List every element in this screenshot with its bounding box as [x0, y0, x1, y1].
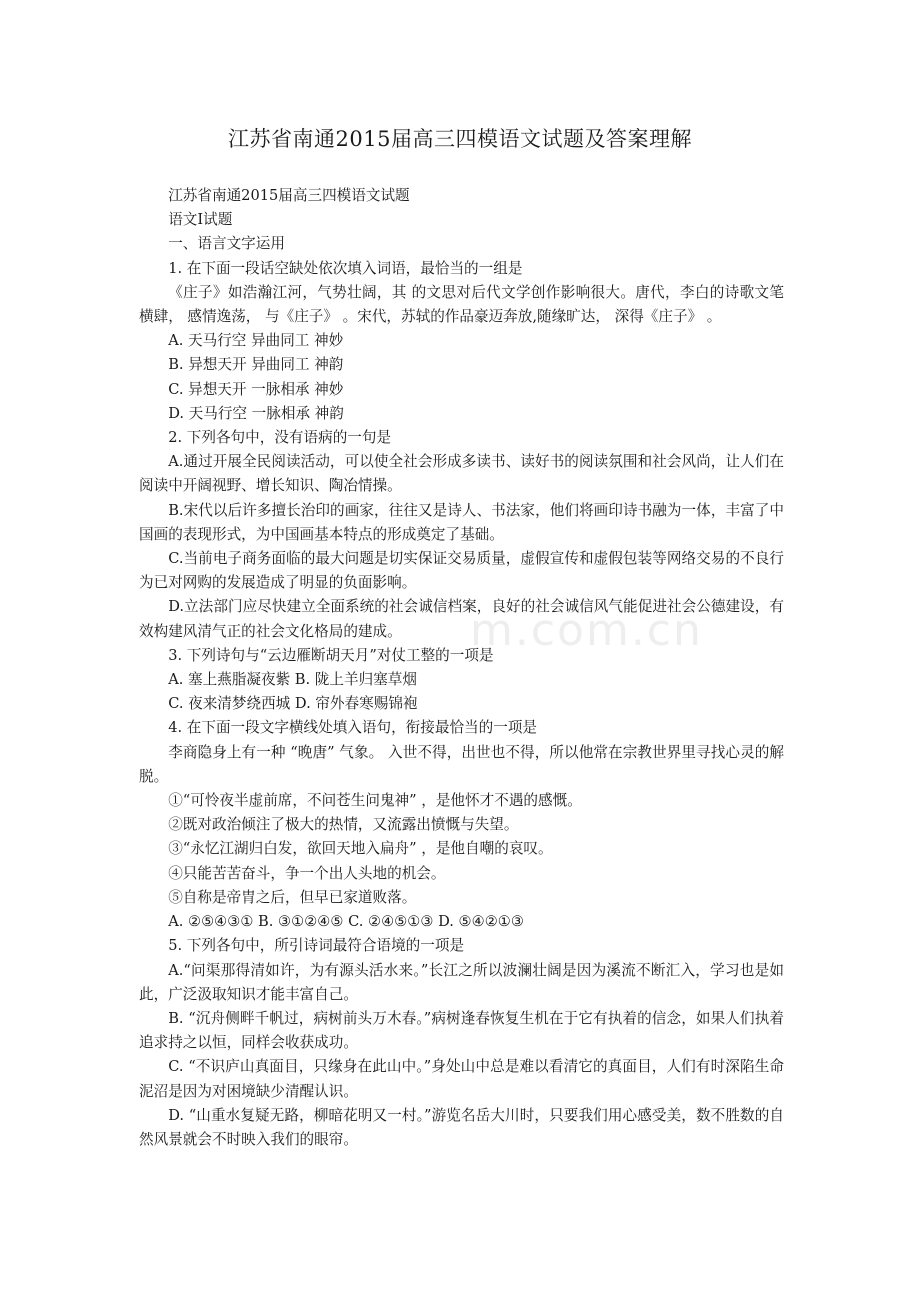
question-5-option-b: B. “沉舟侧畔千帆过，病树前头万木春。”病树逢春恢复生机在于它有执着的信念，如果人们执着追求持之以恒，同样会收获成功。 — [139, 1009, 784, 1052]
question-1-passage: 《庄子》如浩瀚江河，气势壮阔，其 的文思对后代文学创作影响很大。唐代，李白的诗歌文笔横肆， 感情逸荡， 与《庄子》 。宋代，苏轼的作品豪迈奔放,随缘旷达， 深得《庄子》 。 — [139, 283, 784, 326]
question-5-option-d: D. “山重水复疑无路，柳暗花明又一村。”游览名岳大川时，只要我们用心感受美，数不胜数的自然风景就会不时映入我们的眼帘。 — [139, 1106, 784, 1148]
watermark: m.com.cn — [470, 605, 703, 656]
question-4-options: A. ②⑤④③① B. ③①②④⑤ C. ②④⑤①③ D. ⑤④②①③ — [168, 913, 524, 931]
document-title: 江苏省南通2015届高三四模语文试题及答案理解 — [228, 127, 692, 151]
question-2-option-d: D.立法部门应尽快建立全面系统的社会诚信档案，良好的社会诚信风气能促进社会公德建设，有效构建风清气正的社会文化格局的建成。 — [139, 598, 784, 640]
question-3-options-ab: A. 塞上燕脂凝夜紫 B. 陇上羊归塞草烟 — [168, 671, 417, 689]
question-4-item-1: ①“可怜夜半虚前席，不问苍生问鬼神” ，是他怀才不遇的感慨。 — [168, 792, 582, 810]
question-1-option-c: C. 异想天开 一脉相承 神妙 — [168, 380, 344, 398]
question-2-option-b: B.宋代以后许多擅长治印的画家，往往又是诗人、书法家，他们将画印诗书融为一体，丰富了中国画的表现形式，为中国画基本特点的形成奠定了基础。 — [139, 501, 784, 543]
question-3: 3. 下列诗句与“云边雁断胡天月”对仗工整的一项是 — [168, 646, 494, 664]
question-4-item-5: ⑤自称是帝胄之后，但早已家道败落。 — [168, 888, 417, 906]
question-4-passage: 李商隐身上有一种 “晚唐” 气象。 入世不得，出世也不得，所以他常在宗教世界里寻找心灵的解脱。 — [139, 743, 784, 785]
section-heading: 一、语言文字运用 — [168, 235, 285, 253]
question-4: 4. 在下面一段文字横线处填入语句，衔接最恰当的一项是 — [168, 719, 538, 737]
question-2-option-a: A.通过开展全民阅读活动，可以使全社会形成多读书、读好书的阅读氛围和社会风尚，让人们在阅读中开阔视野、增长知识、陶冶情操。 — [139, 453, 784, 495]
question-1-option-b: B. 异想天开 异曲同工 神韵 — [168, 356, 344, 374]
question-5: 5. 下列各句中，所引诗词最符合语境的一项是 — [168, 937, 465, 955]
question-4-item-2: ②既对政治倾注了极大的热情，又流露出愤慨与失望。 — [168, 816, 519, 834]
question-4-item-3: ③“永忆江湖归白发，欲回天地入扁舟” ，是他自嘲的哀叹。 — [168, 840, 553, 858]
question-1-option-a: A. 天马行空 异曲同工 神妙 — [168, 332, 344, 350]
question-2-option-c: C.当前电子商务面临的最大问题是切实保证交易质量，虚假宣传和虚假包装等网络交易的不良行为已对网购的发展造成了明显的负面影响。 — [139, 550, 784, 592]
paragraph: 江苏省南通2015届高三四模语文试题 — [168, 187, 410, 204]
question-2: 2. 下列各句中，没有语病的一句是 — [168, 429, 392, 447]
question-1: 1. 在下面一段话空缺处依次填入词语，最恰当的一组是 — [168, 259, 523, 277]
paragraph: 语文Ⅰ试题 — [168, 211, 233, 229]
question-1-option-d: D. 天马行空 一脉相承 神韵 — [168, 404, 344, 422]
question-5-option-a: A.“问渠那得清如许，为有源头活水来。”长江之所以波澜壮阔是因为溪流不断汇入，学习也是如此，广泛汲取知识才能丰富自己。 — [139, 961, 784, 1003]
question-4-item-4: ④只能苦苦奋斗，争一个出人头地的机会。 — [168, 864, 446, 882]
question-3-options-cd: C. 夜来清梦绕西城 D. 帘外春寒赐锦袍 — [168, 695, 418, 713]
question-5-option-c: C. “不识庐山真面目，只缘身在此山中。”身处山中总是难以看清它的真面目，人们有时深陷生命泥沼是因为对困境缺少清醒认识。 — [139, 1058, 784, 1100]
document-body — [139, 184, 784, 1152]
